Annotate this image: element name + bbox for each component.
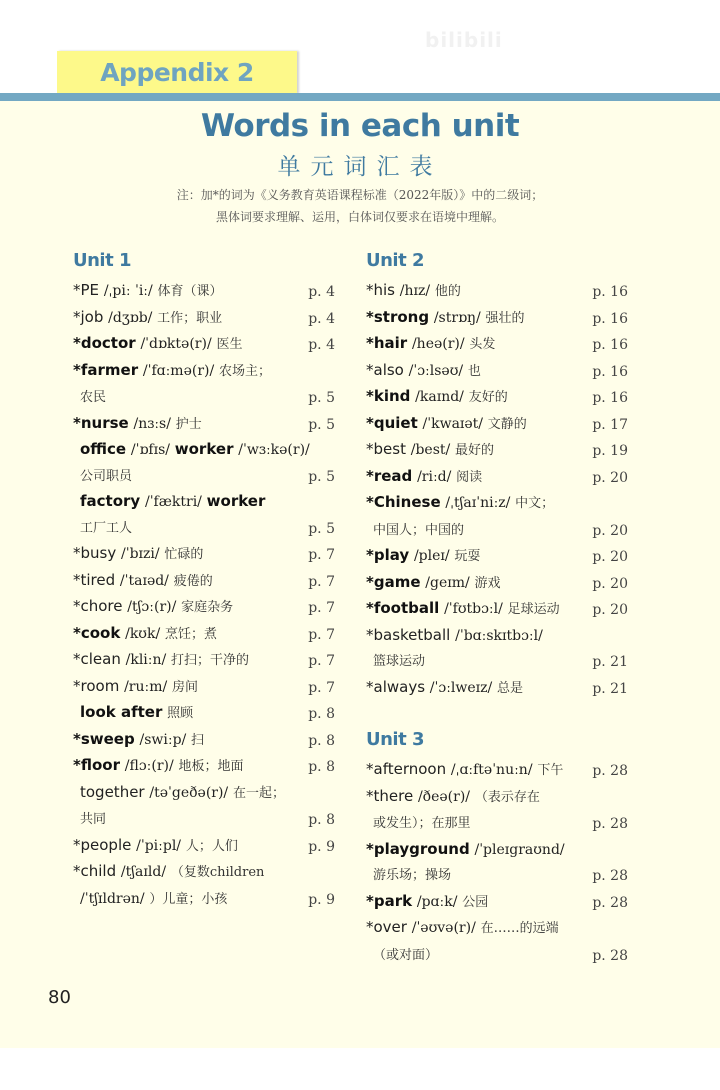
vocab-word: *kind — [366, 387, 411, 405]
phonetic: /ruːm/ — [124, 678, 168, 695]
chinese-meaning: 体育（课） — [157, 284, 223, 299]
entry-line — [73, 647, 335, 674]
chinese-meaning: 工厂工人 — [80, 520, 133, 536]
entry-line — [73, 515, 335, 542]
phonetic: /pleɪ/ — [413, 548, 450, 564]
phonetic: /ˈfæktri/ — [144, 494, 202, 510]
chinese-meaning: 人；人们 — [185, 838, 238, 854]
vocab-entry — [73, 700, 335, 727]
page-reference: p. 7 — [308, 547, 335, 563]
chinese-meaning: 公司职员 — [80, 468, 133, 484]
entry-line — [73, 331, 335, 358]
vocab-word: worker — [174, 440, 234, 458]
page-reference: p. 8 — [308, 812, 335, 828]
entry-line — [366, 942, 628, 969]
chinese-meaning: （或对面） — [373, 947, 439, 963]
vocab-word: *tired — [73, 570, 116, 589]
header-divider-bar — [0, 93, 720, 101]
watermark: bilibili — [425, 28, 503, 52]
phonetic: /ˌtʃaɪˈniːz/ — [445, 495, 511, 511]
page-reference: p. 9 — [308, 838, 335, 855]
entry-line — [73, 278, 335, 305]
vocab-entry — [366, 757, 628, 784]
vocab-word: *best — [366, 440, 406, 458]
vocab-entry — [366, 596, 628, 623]
page-reference: p. 16 — [592, 390, 628, 406]
entry-line — [73, 384, 335, 411]
page-reference: p. 17 — [592, 416, 628, 433]
chinese-meaning: 或发生）；在那里 — [373, 816, 471, 831]
vocab-entry — [73, 489, 335, 541]
unit-heading: Unit 3 — [366, 729, 424, 750]
chinese-meaning: 家庭杂务 — [181, 600, 234, 615]
note-line-1: 注：加*的词为《义务教育英语课程标准（2022年版）》中的二级词； — [176, 188, 544, 202]
vocab-word: *people — [73, 835, 132, 854]
vocab-word: *always — [366, 677, 426, 696]
vocab-entry — [366, 278, 628, 305]
phonetic: /geɪm/ — [425, 574, 470, 591]
entry-line — [73, 859, 335, 886]
entry-line — [366, 570, 628, 597]
phonetic: /best/ — [410, 442, 451, 458]
chinese-meaning: 最好的 — [455, 443, 495, 458]
page-reference: p. 7 — [308, 600, 335, 616]
vocab-entry — [73, 568, 335, 595]
chinese-meaning: 共同 — [80, 812, 107, 827]
chinese-meaning: （表示存在 — [474, 789, 540, 805]
phonetic: /tʃaɪld/ — [120, 864, 167, 880]
phonetic: /ˈkwaɪət/ — [422, 415, 484, 432]
phonetic: /ˈəʊvə(r)/ — [411, 920, 476, 936]
vocab-entry — [73, 305, 335, 332]
phonetic: /ˈtaɪəd/ — [119, 572, 169, 589]
page-reference: p. 28 — [592, 947, 628, 964]
vocab-entry — [366, 490, 628, 543]
vocab-word: *clean — [73, 650, 121, 668]
unit-spacer — [366, 701, 628, 727]
vocab-word: *chore — [73, 597, 123, 615]
vocab-word: *cook — [73, 623, 121, 642]
entry-line — [366, 784, 628, 811]
chinese-meaning: 友好的 — [468, 390, 508, 405]
vocab-word: *over — [366, 918, 407, 936]
phonetic: /dʒɒb/ — [108, 309, 153, 326]
entry-line — [366, 517, 628, 544]
page-reference: p. 28 — [592, 894, 628, 911]
vocab-entry — [366, 411, 628, 438]
phonetic: /ˈɔːlweɪz/ — [429, 679, 493, 696]
vocab-entry — [73, 674, 335, 701]
page-reference: p. 7 — [308, 573, 335, 590]
phonetic: /hɪz/ — [399, 283, 431, 299]
page-title: Words in each unit — [200, 108, 520, 144]
entry-line — [366, 648, 628, 675]
unit-heading: Unit 2 — [366, 250, 424, 271]
page-reference: p. 9 — [308, 891, 335, 908]
chinese-meaning: 中文； — [515, 496, 555, 511]
page-reference: p. 28 — [592, 763, 628, 779]
chinese-meaning: 护士 — [175, 416, 202, 432]
vocab-entry — [73, 833, 335, 860]
column-right — [366, 248, 628, 968]
entry-line — [366, 915, 628, 942]
unit-heading: Unit 1 — [73, 250, 131, 271]
vocab-entry — [73, 727, 335, 754]
chinese-meaning: 医生 — [216, 337, 243, 352]
entry-line — [73, 541, 335, 568]
vocab-entry — [366, 570, 628, 597]
vocab-word: *strong — [366, 307, 430, 326]
page-reference: p. 4 — [308, 284, 335, 300]
page-reference: p. 20 — [592, 549, 628, 565]
phonetic: /flɔː(r)/ — [124, 758, 174, 774]
chinese-meaning: 在……的远端 — [480, 921, 559, 936]
appendix-label: Appendix 2 — [100, 58, 254, 87]
entry-line — [73, 833, 335, 860]
entry-line — [73, 886, 335, 913]
phonetic: /pɑːk/ — [416, 893, 458, 910]
page-reference: p. 8 — [308, 732, 335, 749]
vocab-entry — [366, 837, 628, 889]
phonetic: /nɜːs/ — [133, 415, 171, 432]
chinese-meaning: 足球运动 — [507, 602, 560, 617]
entry-line — [366, 675, 628, 702]
chinese-meaning: 在一起； — [232, 785, 285, 801]
entry-line — [73, 358, 335, 385]
vocab-word: *room — [73, 676, 120, 695]
chinese-meaning: 下午 — [537, 763, 564, 778]
entry-line — [73, 568, 335, 595]
chinese-meaning: 头发 — [469, 337, 496, 352]
vocab-word: *farmer — [73, 360, 139, 379]
page-reference: p. 20 — [592, 602, 628, 618]
page-number: 80 — [48, 987, 71, 1008]
entry-line — [73, 305, 335, 332]
phonetic: /heə(r)/ — [411, 336, 465, 352]
column-left — [73, 248, 335, 912]
entry-line — [73, 727, 335, 754]
page-reference: p. 16 — [592, 363, 628, 380]
chinese-meaning: 游乐场；操场 — [373, 868, 452, 883]
vocab-entry — [73, 594, 335, 621]
page-reference: p. 5 — [308, 416, 335, 433]
vocab-entry — [366, 889, 628, 916]
vocab-word: office — [80, 440, 127, 458]
vocab-word: *afternoon — [366, 760, 447, 778]
entry-line — [73, 806, 335, 833]
entry-line — [73, 489, 335, 515]
vocab-word: *PE — [73, 281, 100, 299]
entry-line — [73, 463, 335, 490]
entry-line — [366, 623, 628, 649]
phonetic: /ˈfɑːmə(r)/ — [142, 362, 215, 379]
vocab-word: worker — [206, 492, 266, 510]
entry-line — [366, 757, 628, 784]
vocab-entry — [366, 915, 628, 968]
page-reference: p. 16 — [592, 310, 628, 327]
page-reference: p. 28 — [592, 816, 628, 832]
vocab-word: *park — [366, 891, 413, 910]
page-reference: p. 4 — [308, 337, 335, 353]
phonetic: /ˈdɒktə(r)/ — [140, 336, 212, 352]
chinese-meaning: 游戏 — [474, 575, 501, 591]
vocab-entry — [73, 331, 335, 358]
vocab-word: *doctor — [73, 334, 136, 352]
vocab-entry — [366, 437, 628, 464]
vocab-entry — [73, 411, 335, 438]
chinese-meaning: 扫 — [191, 732, 205, 748]
entry-line — [366, 490, 628, 517]
vocab-word: *hair — [366, 334, 408, 352]
phonetic: /ˌpiː ˈiː/ — [103, 283, 153, 299]
vocab-word: *sweep — [73, 729, 135, 748]
page-reference: p. 28 — [592, 868, 628, 884]
phonetic: /ðeə(r)/ — [417, 788, 471, 805]
page-reference: p. 5 — [308, 520, 335, 537]
vocab-word: *there — [366, 786, 414, 805]
vocab-word: *nurse — [73, 413, 129, 432]
chinese-meaning: ）儿童；小孩 — [149, 891, 228, 907]
phonetic: /tʃɔː(r)/ — [127, 599, 177, 615]
entry-line — [73, 674, 335, 701]
vocab-entry — [366, 784, 628, 837]
vocab-word: factory — [80, 492, 141, 510]
phonetic: /ˈpleɪgraʊnd/ — [474, 841, 565, 858]
chinese-meaning: 农民 — [80, 390, 107, 405]
page-reference: p. 8 — [308, 706, 335, 722]
phonetic: /ˈwɜːkə(r)/ — [238, 442, 310, 458]
chinese-meaning: 玩耍 — [454, 549, 481, 564]
chinese-meaning: 地板；地面 — [178, 759, 244, 774]
vocab-entry — [366, 384, 628, 411]
phonetic: /ˈbɑːskɪtbɔːl/ — [455, 627, 543, 644]
page-reference: p. 5 — [308, 390, 335, 406]
vocab-word: *football — [366, 599, 440, 617]
entry-line — [73, 594, 335, 621]
page-reference: p. 19 — [592, 443, 628, 459]
vocab-word: together — [80, 782, 145, 801]
vocab-word: *read — [366, 466, 413, 485]
vocab-word: *job — [73, 307, 104, 326]
phonetic: /ˈpiːpl/ — [136, 837, 182, 854]
vocab-entry — [73, 647, 335, 674]
vocab-entry — [366, 305, 628, 332]
page-reference: p. 8 — [308, 759, 335, 775]
phonetic: /strɒŋ/ — [433, 309, 481, 326]
page-reference: p. 21 — [592, 654, 628, 670]
page-reference: p. 20 — [592, 575, 628, 592]
phonetic: /ˈbɪzi/ — [121, 546, 160, 562]
vocab-entry — [73, 621, 335, 648]
chinese-meaning: 照顾 — [167, 706, 194, 721]
entry-line — [73, 411, 335, 438]
vocab-word: *also — [366, 360, 404, 379]
vocab-word: look after — [80, 703, 163, 721]
phonetic: /təˈgeðə(r)/ — [149, 784, 229, 801]
appendix-tab — [57, 51, 297, 94]
page-reference: p. 16 — [592, 337, 628, 353]
page-reference: p. 21 — [592, 680, 628, 697]
vocab-entry — [73, 541, 335, 568]
chinese-meaning: 也 — [467, 363, 481, 379]
phonetic: /ˈfʊtbɔːl/ — [444, 601, 503, 617]
vocab-entry — [73, 780, 335, 833]
page-reference: p. 7 — [308, 679, 335, 696]
vocab-entry — [366, 623, 628, 675]
phonetic: /kʊk/ — [125, 625, 161, 642]
phonetic: /kaɪnd/ — [415, 389, 464, 405]
entry-line — [366, 331, 628, 358]
entry-line — [366, 305, 628, 332]
phonetic: /riːd/ — [417, 468, 452, 485]
chinese-meaning: 房间 — [172, 679, 199, 695]
entry-line — [366, 411, 628, 438]
vocab-entry — [73, 278, 335, 305]
phonetic: /swiːp/ — [139, 731, 187, 748]
page-reference: p. 16 — [592, 284, 628, 300]
chinese-meaning: 工作；职业 — [157, 310, 223, 326]
chinese-meaning: 疲倦的 — [173, 573, 213, 589]
entry-line — [73, 621, 335, 648]
chinese-meaning: 阅读 — [456, 469, 483, 485]
page-reference: p. 20 — [592, 522, 628, 539]
entry-line — [366, 862, 628, 889]
phonetic: /ˈɒfɪs/ — [130, 442, 170, 458]
chinese-meaning: 忙碌的 — [164, 547, 204, 562]
vocab-word: *Chinese — [366, 493, 441, 511]
vocab-word: *floor — [73, 756, 120, 774]
vocab-entry — [366, 675, 628, 702]
chinese-meaning: 文静的 — [487, 416, 527, 432]
chinese-meaning: 烹饪；煮 — [164, 626, 217, 642]
entry-line — [366, 810, 628, 837]
chinese-meaning: 篮球运动 — [373, 654, 426, 669]
vocab-word: *game — [366, 572, 421, 591]
phonetic: /ˈtʃɪldrən/ — [80, 890, 145, 907]
vocab-word: *child — [73, 862, 117, 880]
chinese-meaning: 总是 — [497, 680, 524, 696]
entry-line — [366, 543, 628, 570]
entry-line — [366, 278, 628, 305]
vocab-word: *playground — [366, 839, 470, 858]
entry-line — [73, 700, 335, 727]
vocab-word: *quiet — [366, 413, 418, 432]
vocab-word: *basketball — [366, 625, 451, 644]
page-reference: p. 5 — [308, 468, 335, 485]
vocab-entry — [366, 543, 628, 570]
vocab-entry — [73, 753, 335, 780]
vocab-entry — [73, 437, 335, 489]
chinese-meaning: 中国人；中国的 — [373, 522, 465, 538]
chinese-meaning: （复数children — [170, 865, 265, 880]
entry-line — [366, 889, 628, 916]
entry-line — [73, 780, 335, 807]
entry-line — [366, 464, 628, 491]
note-line-2: 黑体词要求理解、运用，白体词仅要求在语境中理解。 — [215, 210, 504, 224]
chinese-meaning: 他的 — [434, 284, 461, 299]
entry-line — [366, 596, 628, 623]
chinese-meaning: 公园 — [462, 894, 489, 910]
page-reference: p. 4 — [308, 310, 335, 327]
vocab-entry — [73, 859, 335, 912]
page-reference: p. 7 — [308, 653, 335, 669]
entry-line — [366, 837, 628, 863]
vocab-word: *busy — [73, 544, 117, 562]
entry-line — [366, 384, 628, 411]
phonetic: /kliːn/ — [125, 652, 167, 668]
phonetic: /ˌɑːftəˈnuːn/ — [450, 762, 533, 778]
entry-line — [366, 437, 628, 464]
vocab-word: *play — [366, 546, 410, 564]
entry-line — [73, 753, 335, 780]
chinese-meaning: 农场主； — [218, 363, 271, 379]
page-reference: p. 7 — [308, 626, 335, 643]
chinese-meaning: 强壮的 — [485, 310, 525, 326]
page-subtitle: 单元词汇表 — [277, 154, 443, 180]
vocab-entry — [366, 358, 628, 385]
vocab-entry — [73, 358, 335, 411]
page-reference: p. 20 — [592, 469, 628, 486]
vocab-entry — [366, 464, 628, 491]
vocab-entry — [366, 331, 628, 358]
entry-line — [366, 358, 628, 385]
vocab-word: *his — [366, 281, 395, 299]
entry-line — [73, 437, 335, 463]
chinese-meaning: 打扫；干净的 — [171, 653, 250, 668]
phonetic: /ˈɔːlsəʊ/ — [408, 362, 464, 379]
